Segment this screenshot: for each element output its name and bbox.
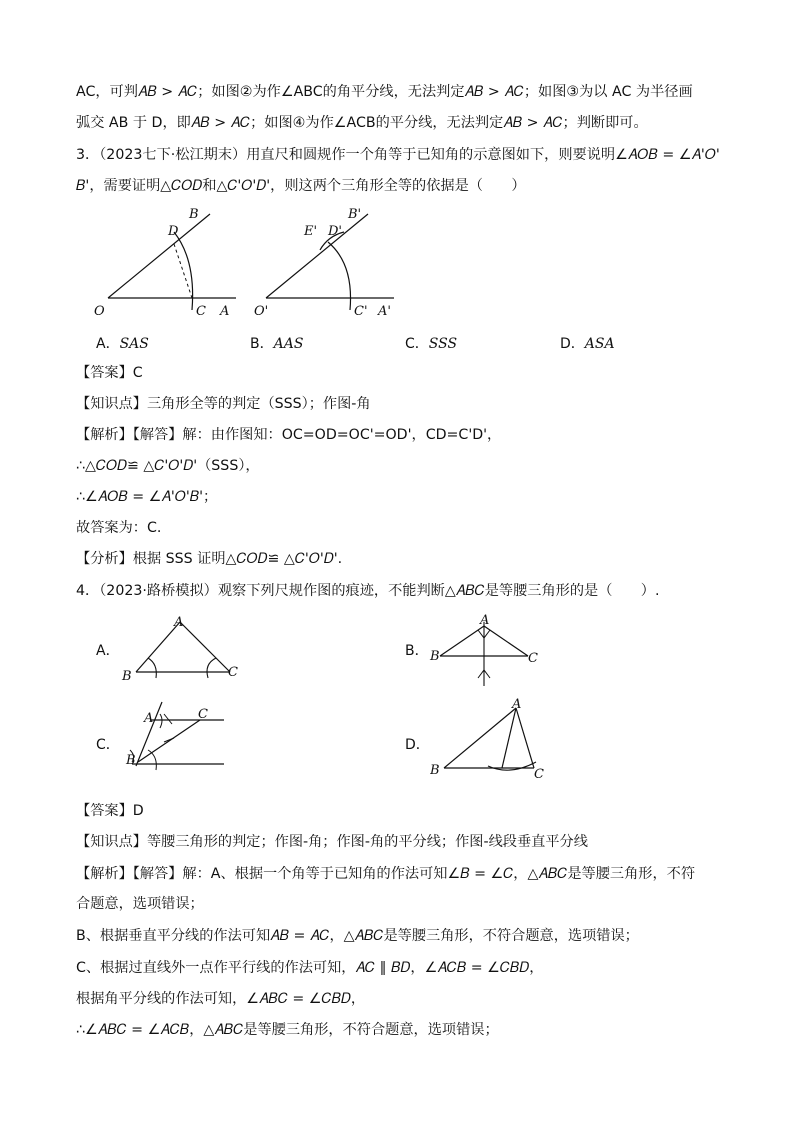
q4-figure-b — [428, 612, 548, 690]
label-e2: E' — [304, 224, 318, 239]
analysis-4: 【解析】【解答】解：A、根据一个角等于已知角的作法可知∠𝐵 = ∠𝐶，△𝐴𝐵𝐶是等腰三角形，不符 — [76, 866, 696, 882]
label-b: B — [430, 649, 440, 664]
analysis-3: 【解析】【解答】解：由作图知：OC=OD=OC'=OD'，CD=C'D'， — [76, 427, 502, 443]
label-d2: D' — [328, 224, 342, 239]
label-b: B — [430, 763, 440, 778]
question-3-stem: 3．（2023七下·松江期末）用直尺和圆规作一个角等于已知角的示意图如下，则要说明∠𝐴𝑂𝐵 = ∠𝐴'𝑂' — [76, 147, 720, 163]
label-b: B — [122, 669, 132, 684]
q4-option-c: C． — [96, 737, 120, 753]
answer-3: 【答案】C — [76, 365, 143, 381]
label-a: A — [144, 711, 154, 726]
question-4-stem: 4．（2023·路桥模拟）观察下列尺规作图的痕迹，不能判断△𝐴𝐵𝐶是等腰三角形的是（ ）. — [76, 583, 660, 599]
analysis-line: B、根据垂直平分线的作法可知𝐴𝐵 = 𝐴𝐶，△𝐴𝐵𝐶是等腰三角形，不符合题意，选项错误； — [76, 928, 639, 944]
dashed-cd — [174, 244, 192, 298]
label-b: B — [126, 753, 136, 768]
q3-option-d: D．ASA — [560, 336, 615, 352]
text-line: 弧交 AB 于 D，即𝐴𝐵 > 𝐴𝐶；如图④为作∠ACB的平分线，无法判定𝐴𝐵 > 𝐴𝐶；判断即可。 — [76, 115, 648, 131]
solution-line: ∴∠𝐴𝑂𝐵 = ∠𝐴'𝑂'𝐵'； — [76, 489, 218, 505]
label-c2: C' — [354, 304, 368, 319]
q4-option-a: A． — [96, 643, 120, 659]
analysis-line: 合题意，选项错误； — [76, 896, 204, 912]
arc-c2 — [328, 242, 351, 310]
label-a: A — [512, 697, 522, 712]
q3-option-b: B．AAS — [250, 336, 304, 352]
label-c: C — [228, 665, 238, 680]
q3-option-c: C．SSS — [405, 336, 458, 352]
q3-figure — [88, 202, 408, 322]
label-a: A — [174, 615, 184, 630]
knowledge-point-3: 【知识点】三角形全等的判定（SSS）；作图-角 — [76, 396, 371, 412]
q4-figure-d — [430, 696, 560, 782]
label-a2: A' — [378, 304, 391, 319]
answer-4: 【答案】D — [76, 803, 144, 819]
label-b: B — [189, 207, 199, 222]
solution-line: ∴△𝐶𝑂𝐷≌ △𝐶'𝑂'𝐷'（SSS）， — [76, 458, 260, 474]
q3-option-a: A．SAS — [96, 336, 149, 352]
label-c: C — [198, 707, 208, 722]
q4-option-d: D． — [405, 737, 430, 753]
label-a: A — [480, 613, 490, 628]
label-o: O — [94, 304, 105, 319]
q4-figure-c — [120, 700, 230, 772]
label-o2: O' — [254, 304, 269, 319]
analysis-line: 根据角平分线的作法可知，∠𝐴𝐵𝐶 = ∠𝐶𝐵𝐷， — [76, 991, 366, 1007]
label-c: C — [196, 304, 206, 319]
solution-line: 故答案为：C. — [76, 520, 162, 536]
label-c: C — [534, 767, 544, 782]
question-3-stem: 𝐵'，需要证明△𝐶𝑂𝐷和△𝐶'𝑂'𝐷'，则这两个三角形全等的依据是（ ） — [76, 178, 526, 194]
knowledge-point-4: 【知识点】等腰三角形的判定；作图-角；作图-角的平分线；作图-线段垂直平分线 — [76, 834, 588, 850]
label-a: A — [220, 304, 230, 319]
reasoning-3: 【分析】根据 SSS 证明△𝐶𝑂𝐷≌ △𝐶'𝑂'𝐷'. — [76, 551, 343, 567]
q4-option-b: B． — [405, 643, 429, 659]
label-b2: B' — [348, 207, 362, 222]
analysis-line: ∴∠𝐴𝐵𝐶 = ∠𝐴𝐶𝐵，△𝐴𝐵𝐶是等腰三角形，不符合题意，选项错误； — [76, 1022, 499, 1038]
ray-ob — [108, 214, 210, 298]
q4-figure-a — [118, 614, 248, 686]
text-line: AC，可判𝐴𝐵 > 𝐴𝐶；如图②为作∠ABC的角平分线，无法判定𝐴𝐵 > 𝐴𝐶；如图③为以 AC 为半径画 — [76, 84, 693, 100]
analysis-line: C、根据过直线外一点作平行线的作法可知，𝐴𝐶 ∥ 𝐵𝐷，∠𝐴𝐶𝐵 = ∠𝐶𝐵𝐷， — [76, 960, 544, 976]
label-c: C — [528, 651, 538, 666]
label-d: D — [168, 224, 179, 239]
